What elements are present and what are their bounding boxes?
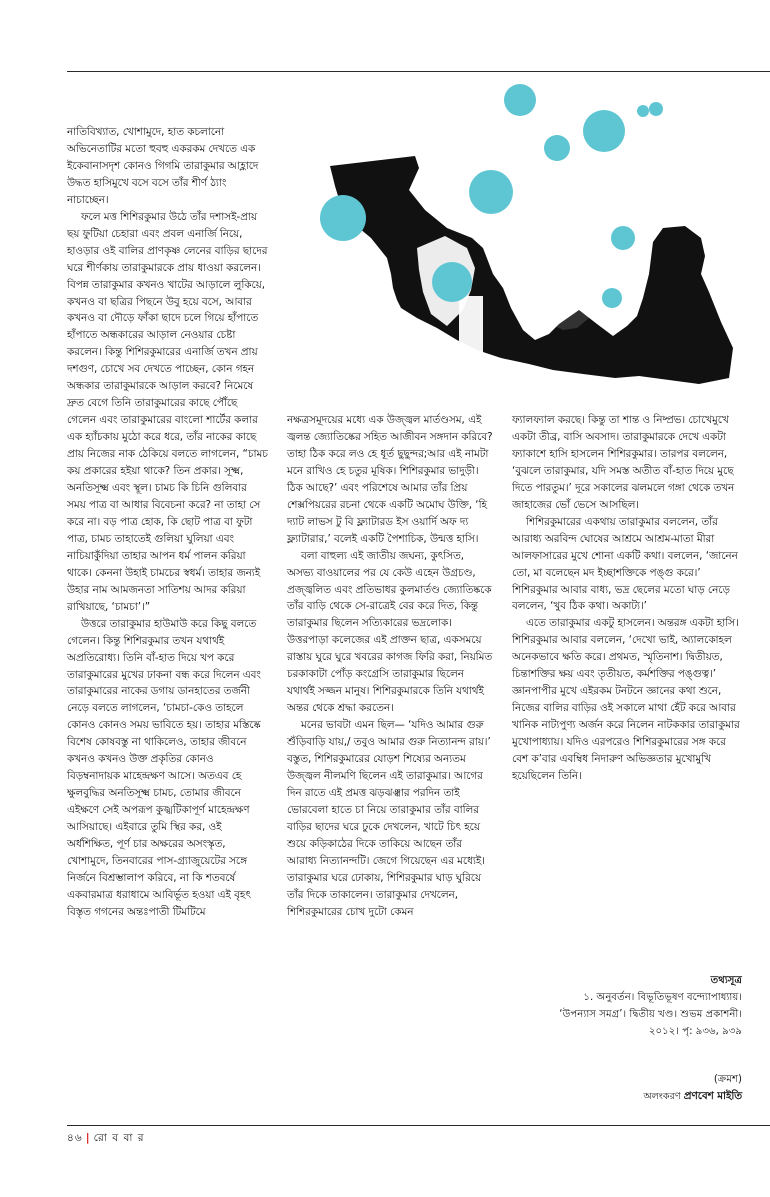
paragraph: ফ্যালফ্যাল করছে। কিন্তু তা শান্ত ও নিষ্প্রভ। চোখেমুখে একটা তীব্র, বাসি অবসাদ। তারাকুমারকে দেখে একটা ফ্যাকাশে হাসি হাসলেন শিশিরকুমার। তারপর বললেন, ‘বুঝলে তারাকুমার, যদি সমস্ত অতীত বাঁ-হাত দিয়ে মুছে দিতে পারতুম।’ দূরে সকালের ঝলমলে গঙ্গা থেকে তখন জাহাজের ভোঁ ভেসে আসছিল। xyxy=(512,414,735,511)
magazine-name: রো ব বা র xyxy=(93,1132,145,1144)
paragraph: বলা বাহুল্য এই জাতীয় জঘন্য, কুৎসিত, অসভ্য বাওয়ালের পর যে কেউ এহেন উগ্রচণ্ড, প্রজ্জ্বলিত এবং প্রতিভাধর কুলমার্তণ্ড জ্যোতিষ্ককে তাঁর বাড়ি থেকে সে-রাত্রেই বের করে দিত, কিন্তু তারাকুমার ছিলেন সত্যিকারের ভদ্রলোক। উত্তরপাড়া কলেজের এই প্রাক্তন ছাত্র, একসময়ে রাস্তায় ঘুরে ঘুরে খবরের কাগজ ফিরি করা, নিয়মিত চরকাকাটা পোঁড় কংগ্রেসি তারাকুমার ছিলেন যথার্থই সজ্জন মানুষ। শিশিরকুমারকে তিনি যথার্থই অন্তর থেকে শ্রদ্ধা করতেন। xyxy=(287,549,493,715)
white-block xyxy=(459,296,483,356)
article-column-3 xyxy=(512,412,742,785)
turquoise-dot xyxy=(504,84,536,116)
illustration-credit xyxy=(643,1089,742,1106)
continued-marker: (ক্রমশ) xyxy=(713,1074,742,1085)
page-number: ৪৬ xyxy=(67,1132,83,1144)
paragraph: এতে তারাকুমার একটু হাসলেন। অন্তরঙ্গ একটা হাসি। শিশিরকুমার আবার বললেন, ‘দেখো ভাই, অ্যালকোহল অনেকভাবে ক্ষতি করে। প্রথমত, স্মৃতিনাশ। দ্বিতীয়ত, চিন্তাশক্তির ক্ষয় এবং তৃতীয়ত, কর্মশক্তির পঙ্গুত্ব।’ জ্ঞানপাপীর মুখে এইরকম টনটনে জ্ঞানের কথা শুনে, নিজের বালির বাড়ির ওই সকালে মাথা হেঁট করে আবার খানিক নাট্যপুণ্য অর্জন করে নিলেন নাটককার তারাকুমার মুখোপাধ্যায়। যদিও এরপরেও শিশিরকুমারের সঙ্গ করে বেশ ক’বার এবম্বিধ নিদারুণ অভিজ্ঞতার মুখোমুখি হয়েছিলেন তিনি। xyxy=(512,617,740,783)
seated-figure-silhouette xyxy=(519,216,595,330)
turquoise-dot xyxy=(611,226,635,250)
top-rule xyxy=(67,71,770,72)
references xyxy=(512,972,742,1040)
paragraph: উত্তরে তারাকুমার হাউমাউ করে কিছু বলতে গেলেন। কিন্তু শিশিরকুমার তখন যথার্থই অপ্রতিরোধ্য। তিনি বাঁ-হাত দিয়ে খপ করে তারাকুমারের মুখের ঢাকনা বন্ধ করে দিলেন এবং তারাকুমারের নাকের ডগায় ডানহাতের তর্জনী নেড়ে বলতে লাগলেন, ‘চামচা-কেও তাহলে কোনও কোনও সময় ভাবিতে হয়। তাহার মস্তিষ্কে বিশেষ কোষবস্তু না থাকিলেও, তাহার জীবনে কখনও কখনও উক্ত প্রকৃতির কোনও বিড়ম্বনাদায়ক মাহেন্দ্রক্ষণ আসে। অতএব হে ক্ষুলবুদ্ধির অনতিসূক্ষ্ম চামচ, তোমার জীবনে এইক্ষণে সেই অপরূপ কুজ্ঝটিকাপূর্ণ মাহেন্দ্রক্ষণ আসিয়াছে। এইবারে তুমি স্থির কর, ওই অর্ধশিক্ষিত, পূর্ণ চার অক্ষরের অসংস্কৃত, খোশামুদে, তিনবারের পাস-গ্র্যাজুয়েটের সঙ্গে নির্জনে বিশ্রম্ভালাপ করিবে, না কি শতবর্ষে একবারমাত্র ধরাধামে আবির্ভূত হওয়া এই বৃহৎ বিস্তৃত গগনের অন্তঃপাতী টিমটিমে xyxy=(67,617,261,918)
article-column-2 xyxy=(287,412,493,921)
illustration xyxy=(297,78,742,394)
folio-divider: | xyxy=(85,1132,91,1144)
turquoise-dot xyxy=(320,195,366,241)
bottom-rule xyxy=(67,1125,770,1126)
turquoise-dot xyxy=(469,170,513,214)
reference-line: ১. অনুবর্তন। বিভূতিভূষণ বন্দ্যোপাধ্যায়। xyxy=(583,992,742,1003)
reference-line: ২০১২। পৃ: ৯৩৬, ৯৩৯ xyxy=(648,1026,742,1037)
paragraph: ফলে মত্ত শিশিরকুমার উঠে তাঁর দশাসই-প্রায় ছয় ফুটিয়া চেহারা এবং প্রবল এনার্জি নিয়ে, হাওড়ার ওই বালির প্রাণকৃষ্ণ লেনের বাড়ির ছাদের ঘরে শীর্ণকায় তারাকুমারকে প্রায় ধাওয়া করলেন। বিপন্ন তারাকুমার কখনও খাটের আড়ালে লুকিয়ে, কখনও বা ছত্রির পিছনে উবু হয়ে বসে, আবার কখনও বা দৌড়ে ফাঁকা ছাদে চলে গিয়ে হাঁপাতে হাঁপাতে অন্ধকারের আড়াল নেওয়ার চেষ্টা করলেন। কিন্তু শিশিরকুমারের এনার্জি তখন প্রায় দশগুণ, চোখে সব দেখতে পাচ্ছেন, কোন গহন অন্ধকার তারাকুমারকে আড়াল করবে? নিমেষে দ্রুত বেগে তিনি তারাকুমারের কাছে পৌঁছে গেলেন এবং তারাকুমারের বাংলো শার্টের কলার এক হ্যাঁচকায় মুঠো করে ধরে, তাঁর নাকের কাছে প্রায় নিজের নাক ঠেকিয়ে বলতে লাগলেন, “চামচ কয় প্রকারের হইয়া থাকে? তিন প্রকার। সূক্ষ্ম, অনতিসূক্ষ্ম এবং স্থূল। চামচ কি চিনি গুলিবার সময় পাত্র বা আধার বিবেচনা করে? না তাহা সে করে না। বড় পাত্র হোক, কি ছোট পাত্র বা ফুটা পাত্র, চামচ তাহাতেই গুলিয়া ঘুলিয়া এবং নাচিয়াকুঁদিয়া তাহার আপন ধর্ম পালন করিয়া থাকে। কেননা উহাই চামচের স্বধর্ম। তাহার জন্যই উহার নাম আমজনতা সাতিশয় আদর করিয়া রাখিয়াছে, ‘চামচা’।” xyxy=(67,210,268,613)
turquoise-dot xyxy=(432,262,472,302)
turquoise-dot xyxy=(637,105,649,117)
turquoise-dot xyxy=(583,110,625,152)
paragraph: নক্ষত্রসমূদয়ের মধ্যে এক উজ্জ্বল মার্তণ্ডসম, এই জ্বলন্ত জ্যোতিষ্কের সহিত আজীবন সঙ্গদান করিবে? তাহা ঠিক করে লও হে ধূর্ত ছুছুন্দর;আর এই নামটা মনে রাখিও হে চতুর মূষিক। শিশিরকুমার ভাদুড়ী। ঠিক আছে?’ এবং পরিশেষে আমার তাঁর প্রিয় শেক্সপিয়রের রচনা থেকে একটি অমোঘ উক্তি, ‘হি দ্যাট লাভস টু বি ফ্ল্যাটারড ইস ওয়ার্দি অফ দ্য ফ্ল্যাটারার,’ বলেই একটি পৈশাচিক, উন্মত্ত হাসি। xyxy=(287,414,493,545)
article-column-1 xyxy=(67,124,268,921)
paragraph: নাতিবিখ্যাত, খোশামুদে, হাত কচলানো অভিনেতাটির মতো হুবহু একরকম দেখতে এক ইকেবানাসদৃশ কোনও গিগমি তারাকুমার আহ্লাদে উদ্ধত হাসিমুখে বসে বসে তাঁর শীর্ণ ঠ্যাং নাচাচ্ছেন। xyxy=(67,126,259,206)
turquoise-dot xyxy=(602,288,622,308)
reference-line: ‘উপন্যাস সমগ্র’। দ্বিতীয় খণ্ড। শুভম প্রকাশনী। xyxy=(559,1009,742,1020)
turquoise-dot xyxy=(649,102,663,116)
credit-label: অলংকরণ xyxy=(643,1091,681,1102)
page-folio xyxy=(67,1131,145,1148)
paragraph: মনের ভাবটা এমন ছিল— ‘যদিও আমার গুরু শুঁড়িবাড়ি যায়,/ তবুও আমার গুরু নিত্যানন্দ রায়।’ বস্তুত, শিশিরকুমারের যোড়শ শিষ্যের অন্যতম উজ্জ্বল নীলমণি ছিলেন এই তারাকুমার। আগের দিন রাতে এই প্রমত্ত ঝড়ঝঞ্ঝার পরদিন তাই ভোরবেলা হাতে চা নিয়ে তারাকুমার তাঁর বালির বাড়ির ছাদের ঘরে ঢুকে দেখলেন, খাটে চিৎ হয়ে শুয়ে কড়িকাঠের দিকে তাকিয়ে আছেন তাঁর আরাধ্য নিত্যানন্দটি। জেগে গিয়েছেন এর মধ্যেই। তারাকুমার ঘরে ঢোকায়, শিশিরকুমার ঘাড় ঘুরিয়ে তাঁর দিকে তাকালেন। তারাকুমার দেখলেন, শিশিরকুমারের চোখ দুটো কেমন xyxy=(287,719,491,918)
paragraph: শিশিরকুমারের এ‌কথায় তারাকুমার বললেন, তাঁর আরাধ্য অরবিন্দ ঘোষের আশ্রমে আশ্রম-মাতা মীরা আলফাসারের মুখে শোনা একটি কথা। বললেন, ‘জানেন তো, মা বলেছেন মদ ইচ্ছাশক্তিকে পঙ্গু করে।’ শিশিরকুমার আবার বাধ্য, ভদ্র ছেলের মতো ঘাড় নেড়ে বললেন, ‘খুব ঠিক কথা। অকাট্য।’ xyxy=(512,515,738,613)
turquoise-dot xyxy=(544,135,570,161)
credit-artist: প্রণবেশ মাইতি xyxy=(683,1090,742,1102)
references-heading: তথ্যসূত্র xyxy=(710,975,742,986)
